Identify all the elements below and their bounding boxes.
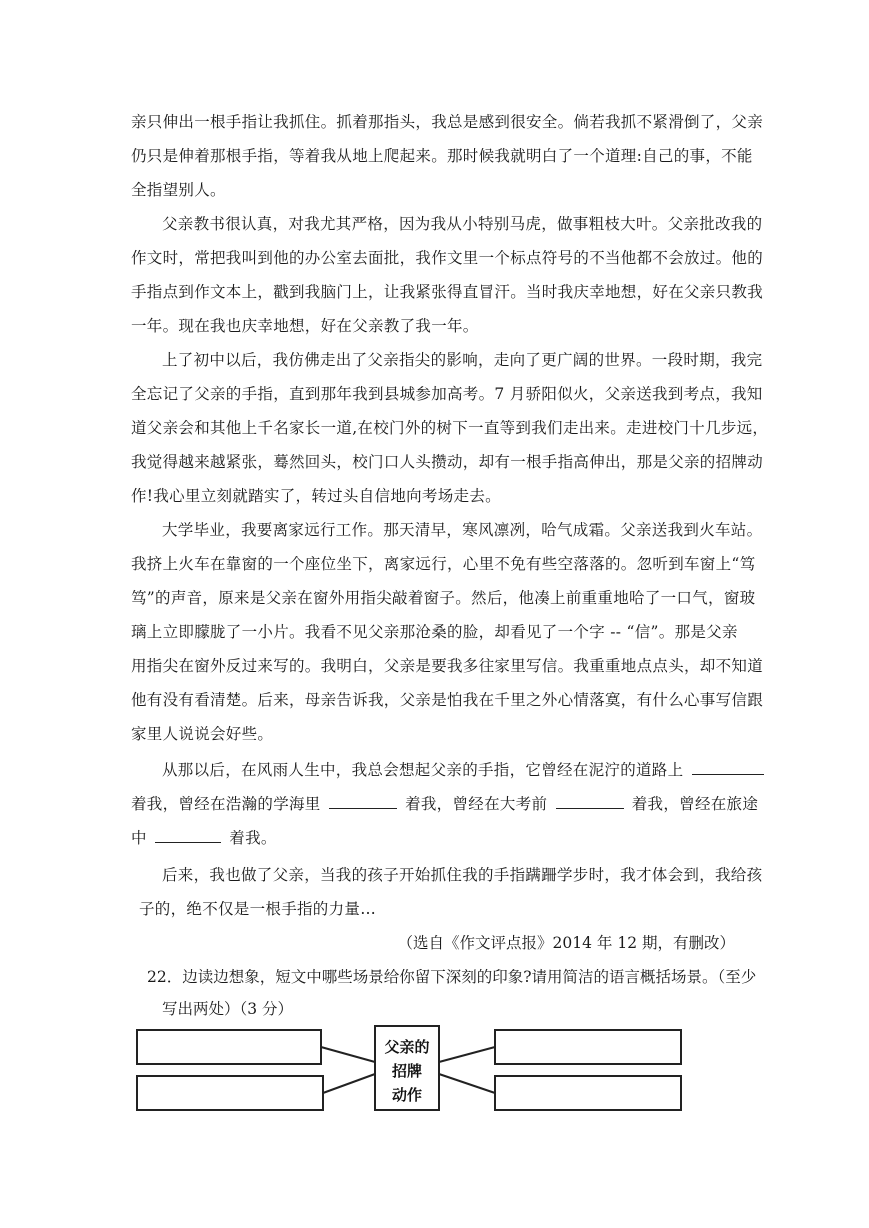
blank-paragraph-text: 着我，曾经在大考前 bbox=[405, 795, 548, 813]
answer-blank[interactable] bbox=[155, 828, 221, 843]
passage-line: 全忘记了父亲的手指，直到那年我到县城参加高考。7 月骄阳似火，父亲送我到考点，我知 bbox=[131, 385, 763, 403]
answer-box-left-top[interactable] bbox=[137, 1030, 321, 1064]
blank-paragraph-text: 从那以后，在风雨人生中，我总会想起父亲的手指，它曾经在泥泞的道路上 bbox=[162, 761, 684, 779]
passage-line: 大学毕业，我要离家远行工作。那天清早，寒风凛冽，哈气成霜。父亲送我到火车站。 bbox=[162, 521, 763, 539]
passage-line: 我觉得越来越紧张，蓦然回头，校门口人头攒动，却有一根手指高伸出，那是父亲的招牌动 bbox=[131, 453, 764, 471]
passage-line: 我挤上火车在靠窗的一个座位坐下，离家远行，心里不免有些空落落的。忽听到车窗上“笃 bbox=[131, 555, 756, 573]
answer-blank[interactable] bbox=[692, 760, 764, 775]
answer-diagram bbox=[120, 1018, 710, 1120]
center-label-line: 动作 bbox=[391, 1086, 423, 1104]
passage-line: 一年。现在我也庆幸地想，好在父亲教了我一年。 bbox=[131, 317, 479, 335]
blank-paragraph-text: 中 bbox=[131, 829, 147, 847]
passage-line: 作!我心里立刻就踏实了，转过头自信地向考场走去。 bbox=[131, 487, 501, 505]
connector-line bbox=[323, 1074, 375, 1093]
connector-line bbox=[439, 1074, 495, 1093]
passage-line: 手指点到作文本上，戳到我脑门上，让我紧张得直冒汗。当时我庆幸地想，好在父亲只教我 bbox=[131, 283, 764, 301]
question-22: 22．边读边想象，短文中哪些场景给你留下深刻的印象?请用简洁的语言概括场景。（至少 bbox=[147, 968, 757, 986]
passage-line: 笃”的声音，原来是父亲在窗外用指尖敲着窗子。然后，他凑上前重重地哈了一口气，窗玻 bbox=[131, 589, 756, 607]
blank-paragraph-line bbox=[131, 827, 277, 849]
question-22-continued: 写出两处）（3 分） bbox=[162, 1000, 294, 1018]
blank-paragraph-text: 着我。 bbox=[229, 829, 277, 847]
passage-line: 后来，我也做了父亲，当我的孩子开始抓住我的手指蹒跚学步时，我才体会到，我给孩 bbox=[162, 866, 763, 884]
passage-line: 子的，绝不仅是一根手指的力量… bbox=[139, 900, 377, 918]
blank-paragraph-line bbox=[162, 759, 767, 781]
passage-line: 道父亲会和其他上千名家长一道,在校门外的树下一直等到我们走出来。走进校门十几步远， bbox=[131, 419, 769, 437]
blank-paragraph-text: 着我，曾经在浩瀚的学海里 bbox=[131, 795, 321, 813]
answer-blank[interactable] bbox=[556, 794, 624, 809]
passage-line: 用指尖在窗外反过来写的。我明白，父亲是要我多往家里写信。我重重地点点头，却不知道 bbox=[131, 657, 764, 675]
answer-blank[interactable] bbox=[329, 794, 397, 809]
connector-line bbox=[439, 1047, 495, 1062]
answer-box-right-top[interactable] bbox=[495, 1030, 681, 1064]
passage-line: 父亲教书很认真，对我尤其严格，因为我从小特别马虎，做事粗枝大叶。父亲批改我的 bbox=[162, 215, 763, 233]
center-label-line: 父亲的 bbox=[384, 1038, 430, 1056]
passage-line: 亲只伸出一根手指让我抓住。抓着那指头，我总是感到很安全。倘若我抓不紧滑倒了，父亲 bbox=[131, 113, 764, 131]
blank-paragraph-text: 着我，曾经在旅途 bbox=[631, 795, 759, 813]
passage-line: 全指望别人。 bbox=[131, 181, 226, 199]
passage-line: 他有没有看清楚。后来，母亲告诉我，父亲是怕我在千里之外心情落寞，有什么心事写信跟 bbox=[131, 691, 764, 709]
answer-box-right-bottom[interactable] bbox=[495, 1076, 681, 1110]
passage-line: 璃上立即朦胧了一小片。我看不见父亲那沧桑的脸，却看见了一个字 -- “信”。那是父亲 bbox=[131, 623, 738, 641]
passage-line: 作文时，常把我叫到他的办公室去面批，我作文里一个标点符号的不当他都不会放过。他的 bbox=[131, 249, 764, 267]
connector-line bbox=[321, 1047, 375, 1062]
passage-line: 家里人说说会好些。 bbox=[131, 725, 274, 743]
blank-paragraph-line bbox=[131, 793, 758, 815]
passage-line: 上了初中以后，我仿佛走出了父亲指尖的影响，走向了更广阔的世界。一段时期，我完 bbox=[162, 351, 763, 369]
center-label-line: 招牌 bbox=[391, 1062, 423, 1080]
passage-line: 仍只是伸着那根手指，等着我从地上爬起来。那时候我就明白了一个道理:自己的事，不能 bbox=[131, 147, 753, 165]
source-citation: （选自《作文评点报》2014 年 12 期，有删改） bbox=[397, 934, 735, 952]
answer-box-left-bottom[interactable] bbox=[137, 1076, 323, 1110]
